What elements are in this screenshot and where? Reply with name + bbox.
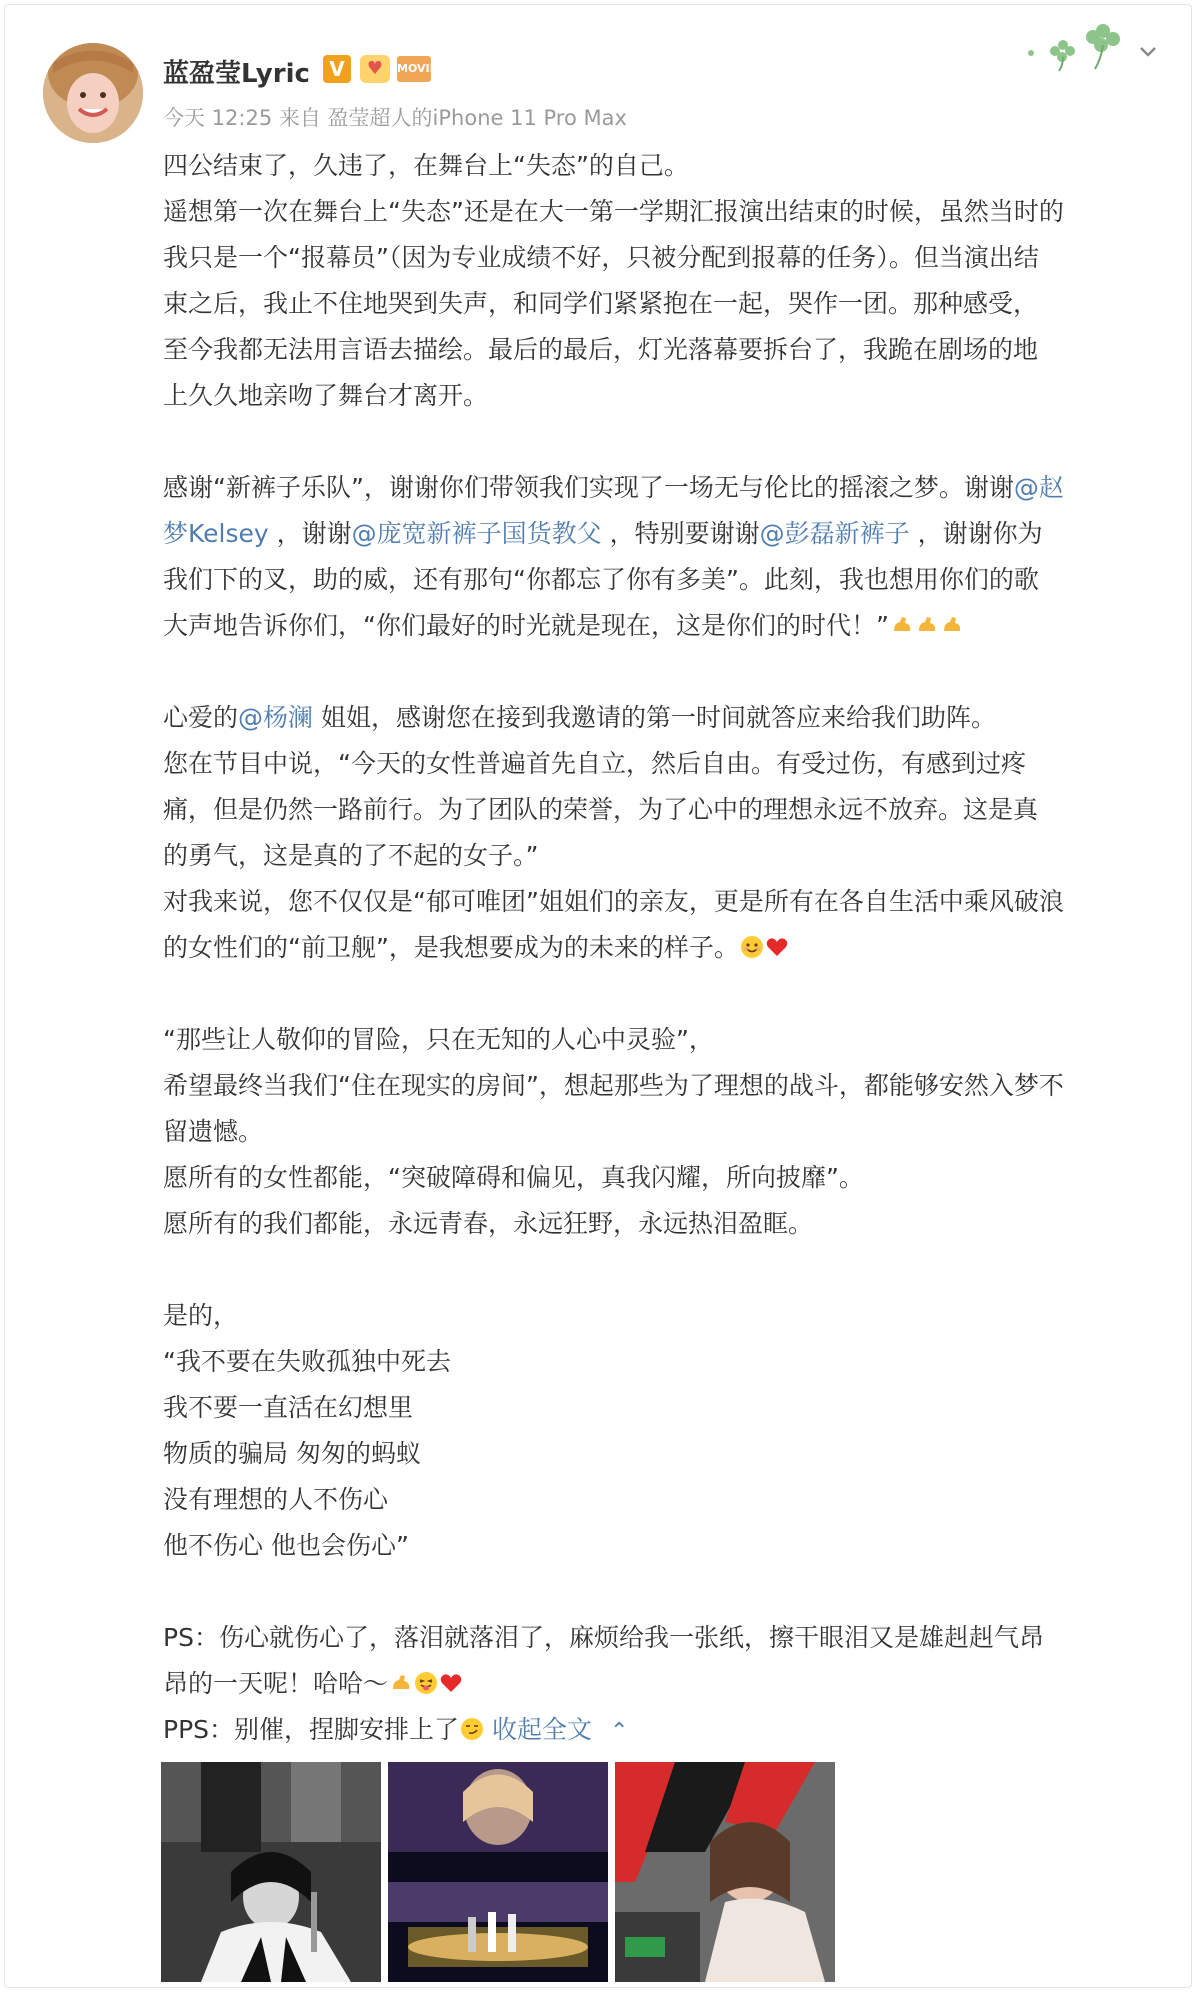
post-image[interactable]: [161, 1762, 381, 1982]
text-line: 对我来说，您不仅仅是“郁可唯团”姐姐们的亲友，更是所有在各自生活中乘风破浪: [163, 887, 1064, 916]
text-segment: 昂的一天呢！哈哈～: [163, 1669, 389, 1698]
text-line: 希望最终当我们“住在现实的房间”，想起那些为了理想的战斗，都能够安然入梦不: [163, 1071, 1064, 1100]
post-image[interactable]: [388, 1762, 608, 1982]
user-avatar[interactable]: [43, 43, 143, 143]
text-line: 痛，但是仍然一路前行。为了团队的荣誉，为了心中的理想永远不放弃。这是真: [163, 795, 1039, 824]
text-line: [163, 695, 1163, 741]
smirk-emoji-icon: [460, 1717, 484, 1741]
text-line: [163, 1661, 1163, 1707]
text-segment: ，谢谢: [268, 519, 352, 548]
tongue-wink-emoji-icon: [414, 1671, 438, 1695]
text-line: 是的，: [163, 1301, 239, 1330]
heart-emoji-icon: [439, 1671, 463, 1695]
chevron-up-icon[interactable]: ⌃: [610, 1719, 629, 1744]
text-line: 我们下的叉，助的威，还有那句“你都忘了你有多美”。此刻，我也想用你们的歌: [163, 565, 1039, 594]
text-line: 没有理想的人不伤心: [163, 1485, 389, 1514]
text-line: 留遗憾。: [163, 1117, 264, 1146]
text-line: 愿所有的女性都能，“突破障碍和偏见，真我闪耀，所向披靡”。: [163, 1163, 864, 1192]
flexed-bicep-emoji-icon: [890, 613, 914, 637]
username[interactable]: 蓝盈莹Lyric: [163, 59, 310, 89]
text-segment: 心爱的: [163, 703, 239, 732]
text-line: 我不要一直活在幻想里: [163, 1393, 414, 1422]
text-line: 四公结束了，久违了，在舞台上“失态”的自己。: [163, 151, 689, 180]
avatar-image: [43, 43, 143, 143]
text-segment: 感谢“新裤子乐队”，谢谢你们带领我们实现了一场无与伦比的摇滚之梦。谢谢: [163, 473, 1014, 502]
fan-badge-icon[interactable]: ♥: [360, 55, 390, 83]
chevron-down-icon[interactable]: [1133, 39, 1163, 69]
smile-emoji-icon: [740, 935, 764, 959]
post-body: [163, 143, 1163, 1753]
text-line: [163, 1707, 1163, 1753]
mention-link[interactable]: @赵: [1013, 473, 1064, 502]
text-line: PS：伤心就伤心了，落泪就落泪了，麻烦给我一张纸，擦干眼泪又是雄赳赳气昂: [163, 1623, 1044, 1652]
text-segment: 大声地告诉你们，“你们最好的时光就是现在，这是你们的时代！”: [163, 611, 889, 640]
text-line: 遥想第一次在舞台上“失态”还是在大一第一学期汇报演出结束的时候，虽然当时的: [163, 197, 1064, 226]
text-segment: ，谢谢你为: [909, 519, 1043, 548]
mention-link[interactable]: 梦Kelsey: [163, 519, 269, 548]
flexed-bicep-emoji-icon: [940, 613, 964, 637]
mention-link[interactable]: @彭磊新裤子: [759, 519, 910, 548]
text-line: [163, 465, 1163, 511]
text-line: 您在节目中说，“今天的女性普遍首先自立，然后自由。有受过伤，有感到过疼: [163, 749, 1026, 778]
text-segment: 的女性们的“前卫舰”，是我想要成为的未来的样子。: [163, 933, 739, 962]
text-segment: PPS：别催，捏脚安排上了: [163, 1715, 460, 1744]
flexed-bicep-emoji-icon: [915, 613, 939, 637]
text-line: 物质的骗局 匆匆的蚂蚁: [163, 1439, 421, 1468]
post-meta: 今天 12:25 来自 盈莹超人的iPhone 11 Pro Max: [163, 106, 627, 130]
text-line: 愿所有的我们都能，永远青春，永远狂野，永远热泪盈眶。: [163, 1209, 814, 1238]
collapse-full-text-link[interactable]: 收起全文: [492, 1715, 593, 1744]
heart-emoji-icon: [765, 935, 789, 959]
text-line: [163, 925, 1163, 971]
text-line: [163, 511, 1163, 557]
weibo-post-card: [4, 4, 1192, 1988]
mention-link[interactable]: @杨澜: [238, 703, 314, 732]
mention-link[interactable]: @庞宽新裤子国货教父: [351, 519, 602, 548]
flexed-bicep-emoji-icon: [389, 1671, 413, 1695]
text-line: 的勇气，这是真的了不起的女子。”: [163, 841, 539, 870]
movie-badge-icon[interactable]: MOVIE: [397, 56, 431, 82]
post-image[interactable]: [615, 1762, 835, 1982]
text-segment: 姐姐，感谢您在接到我邀请的第一时间就答应来给我们助阵。: [313, 703, 996, 732]
text-line: “那些让人敬仰的冒险，只在无知的人心中灵验”，: [163, 1025, 714, 1054]
text-segment: ，特别要谢谢: [601, 519, 760, 548]
text-line: 上久久地亲吻了舞台才离开。: [163, 381, 489, 410]
text-line: 束之后，我止不住地哭到失声，和同学们紧紧抱在一起，哭作一团。那种感受，: [163, 289, 1039, 318]
text-line: 他不伤心 他也会伤心”: [163, 1531, 409, 1560]
text-line: 至今我都无法用言语去描绘。最后的最后，灯光落幕要拆台了，我跪在剧场的地: [163, 335, 1039, 364]
verified-badge-icon[interactable]: V: [323, 55, 351, 83]
clover-decoration-icon: [1005, 15, 1125, 75]
text-line: [163, 603, 1163, 649]
text-line: 我只是一个“报幕员”（因为专业成绩不好，只被分配到报幕的任务）。但当演出结: [163, 243, 1039, 272]
text-line: “我不要在失败孤独中死去: [163, 1347, 451, 1376]
